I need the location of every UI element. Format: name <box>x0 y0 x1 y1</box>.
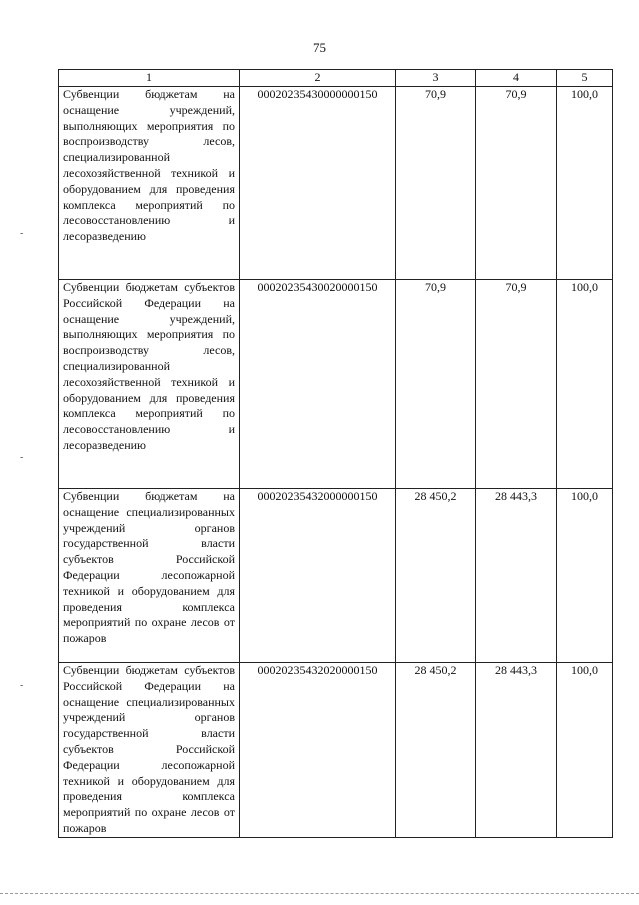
row-percent-cell: 100,0 <box>557 87 613 280</box>
row-actual-cell: 28 443,3 <box>476 663 557 838</box>
row-percent-cell: 100,0 <box>557 489 613 663</box>
table-row <box>59 663 613 838</box>
row-actual-cell: 70,9 <box>476 280 557 489</box>
margin-mark: - <box>20 228 24 239</box>
row-actual-cell: 70,9 <box>476 87 557 280</box>
margin-mark: - <box>20 452 24 463</box>
row-code-cell: 00020235432000000150 <box>240 489 396 663</box>
row-percent-cell: 100,0 <box>557 663 613 838</box>
row-plan-cell: 70,9 <box>396 87 476 280</box>
row-code-cell: 00020235430000000150 <box>240 87 396 280</box>
row-name-cell: Субвенции бюджетам на оснащение специализированных учреждений органов государственной власти субъектов Российской Федерации лесопожарной техникой и оборудованием для проведения комплекса мероприятий по охране лесов от пожаров <box>59 489 240 663</box>
row-percent-cell: 100,0 <box>557 280 613 489</box>
header-row <box>59 70 613 87</box>
column-header-2: 2 <box>240 70 396 87</box>
margin-mark: - <box>20 680 24 691</box>
table-row <box>59 280 613 489</box>
table-row <box>59 87 613 280</box>
row-code-cell: 00020235430020000150 <box>240 280 396 489</box>
row-plan-cell: 70,9 <box>396 280 476 489</box>
column-header-4: 4 <box>476 70 557 87</box>
scan-edge-divider <box>0 893 639 894</box>
row-name-cell: Субвенции бюджетам субъектов Российской Федерации на оснащение учреждений, выполняющих мероприятия по воспроизводству лесов, специализированной лесохозяйственной техникой и оборудованием для проведения комплекса мероприятий по лесовосстановлению и лесоразведению <box>59 280 240 489</box>
table-row <box>59 489 613 663</box>
column-header-5: 5 <box>557 70 613 87</box>
row-name-cell: Субвенции бюджетам субъектов Российской Федерации на оснащение специализированных учреждений органов государственной власти субъектов Российской Федерации лесопожарной техникой и оборудованием для проведения комплекса мероприятий по охране лесов от пожаров <box>59 663 240 838</box>
row-actual-cell: 28 443,3 <box>476 489 557 663</box>
row-name-cell: Субвенции бюджетам на оснащение учреждений, выполняющих мероприятия по воспроизводству лесов, специализированной лесохозяйственной техникой и оборудованием для проведения комплекса мероприятий по лесовосстановлению и лесоразведению <box>59 87 240 280</box>
row-plan-cell: 28 450,2 <box>396 489 476 663</box>
row-plan-cell: 28 450,2 <box>396 663 476 838</box>
column-header-1: 1 <box>59 70 240 87</box>
budget-table <box>58 69 613 838</box>
row-code-cell: 00020235432020000150 <box>240 663 396 838</box>
page-number: 75 <box>313 40 326 55</box>
column-header-3: 3 <box>396 70 476 87</box>
